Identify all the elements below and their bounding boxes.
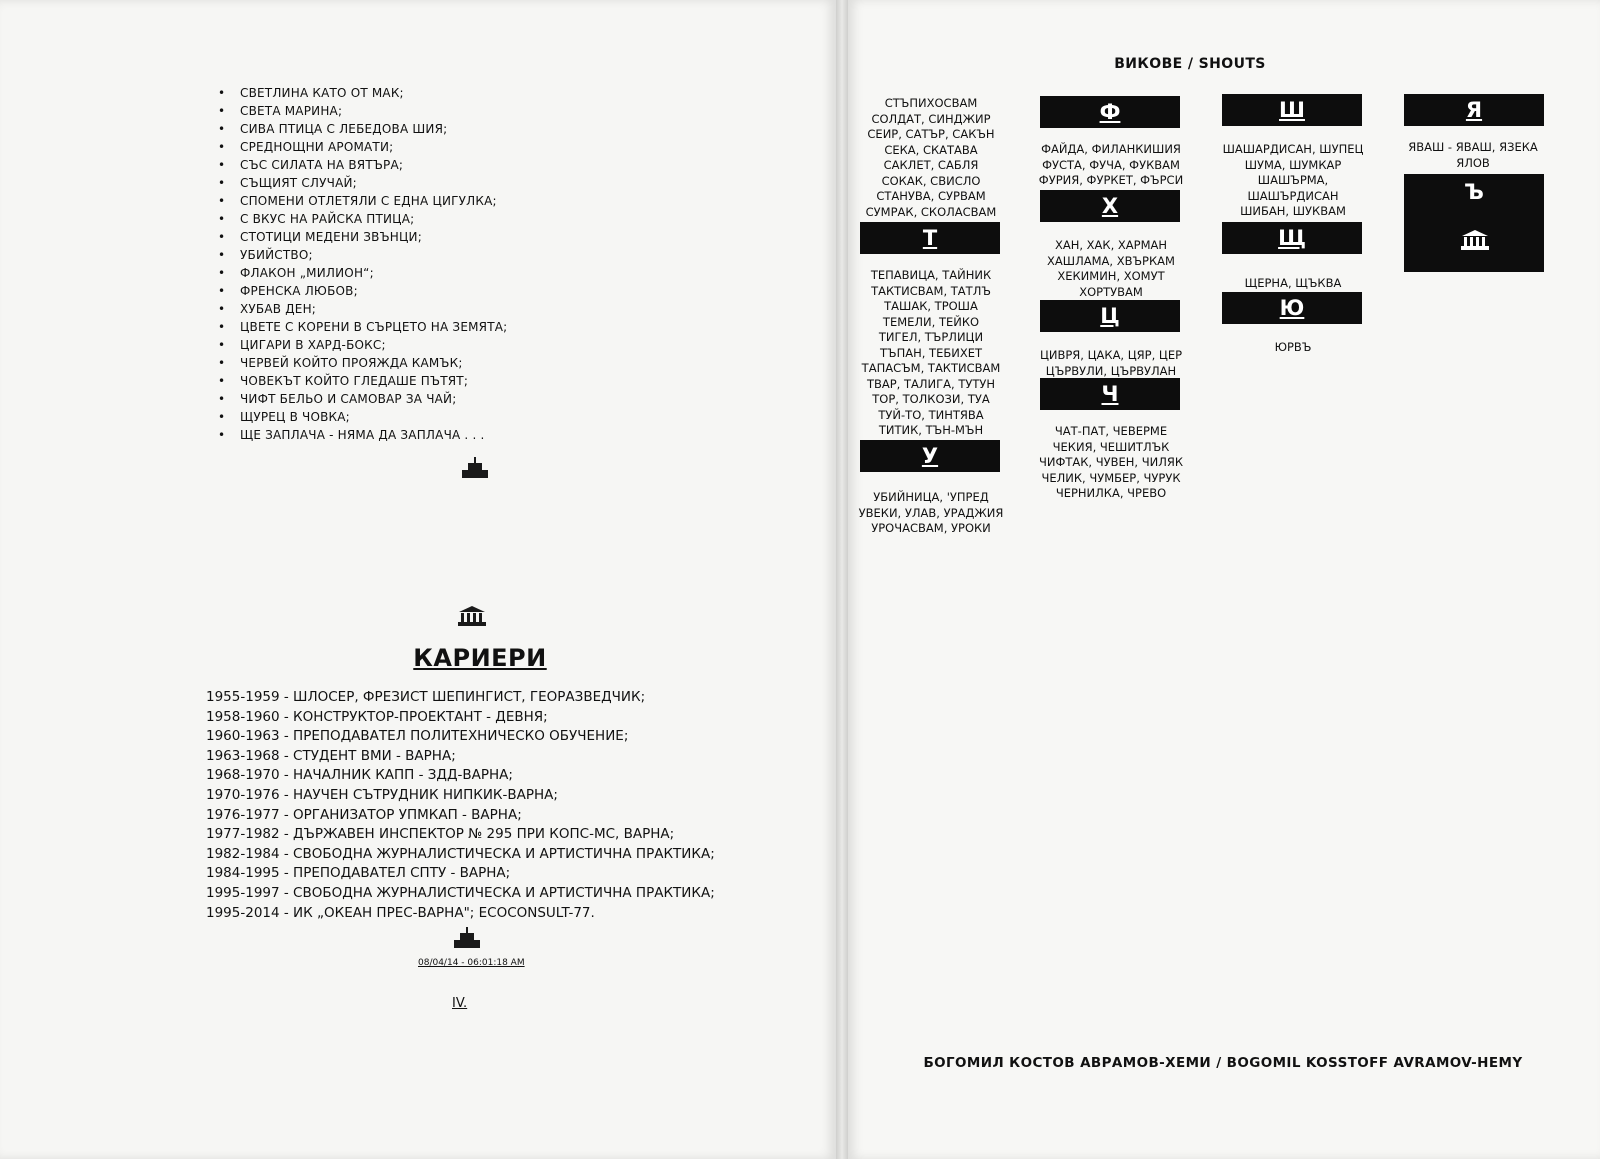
word-line: ФУСТА, ФУЧА, ФУКВАМ [1042, 157, 1180, 172]
word-line: ТУЙ-ТО, ТИНТЯВА [878, 407, 984, 422]
word-line: ХОРТУВАМ [1079, 284, 1143, 299]
word-line: ШАШЪРМА, [1257, 173, 1329, 187]
word-line: СОКАК, СВИСЛО [881, 173, 981, 188]
word-line: ТАШАК, ТРОША [884, 299, 978, 313]
career-entry: 1984-1995 - ПРЕПОДАВАТЕЛ СПТУ - ВАРНА; [206, 865, 511, 882]
word-line: ЧЕКИЯ, ЧЕШИТЛЪК [1052, 439, 1170, 454]
words-t-list [856, 268, 1006, 439]
word-line: ТАКТИСВАМ, ТАТЛЪ [871, 283, 991, 298]
words-s-list [856, 96, 1006, 220]
word-line: ТАПАСЪМ, ТАКТИСВАМ [861, 361, 1001, 375]
words-f-list [1036, 142, 1186, 189]
word-line: ТИГЕЛ, ТЪРЛИЦИ [878, 330, 984, 344]
career-entry: 1955-1959 - ШЛОСЕР, ФРЕЗИСТ ШЕПИНГИСТ, ГЕОРАЗВЕДЧИК; [206, 689, 646, 705]
letter-block-yu: Ю [1222, 292, 1362, 324]
temple-icon [1460, 228, 1490, 252]
title-list-item: • СПОМЕНИ ОТЛЕТЯЛИ С ЕДНА ЦИГУЛКА; [218, 192, 678, 210]
letter-block-ts: Ц [1040, 300, 1180, 332]
words-h-list [1036, 238, 1186, 300]
letter-block-yer [1404, 174, 1544, 272]
word-line: ХАШЛАМА, ХВЪРКАМ [1047, 253, 1175, 268]
career-entry: 1963-1968 - СТУДЕНТ ВМИ - ВАРНА; [206, 747, 456, 764]
title-list-item: • ЩУРЕЦ В ЧОВКА; [218, 408, 678, 426]
word-line: ТВАР, ТАЛИГА, ТУТУН [866, 376, 996, 391]
title-list-item: • ЧЕРВЕЙ КОЙТО ПРОЯЖДА КАМЪК; [218, 354, 678, 372]
word-line: ЮРВЪ [1274, 340, 1312, 354]
career-entry: 1995-2014 - ИК „ОКЕАН ПРЕС-ВАРНА"; ECOCONSULT-77. [206, 904, 595, 921]
word-line: ТЪПАН, ТЕБИХЕТ [879, 345, 983, 360]
title-list-item: • СТОТИЦИ МЕДЕНИ ЗВЪНЦИ; [218, 228, 678, 246]
book-spine [836, 0, 848, 1159]
title-list-item: • ЧОВЕКЪТ КОЙТО ГЛЕДАШЕ ПЪТЯТ; [218, 372, 678, 390]
letter-block-t: Т [860, 222, 1000, 254]
career-entry: 1960-1963 - ПРЕПОДАВАТЕЛ ПОЛИТЕХНИЧЕСКО ОБУЧЕНИЕ; [206, 728, 629, 745]
word-line: ХАН, ХАК, ХАРМАН [1054, 238, 1168, 252]
ship-icon [452, 926, 482, 950]
word-line: СУМРАК, СКОЛАСВАМ [865, 204, 997, 219]
word-line: ФАЙДА, ФИЛАНКИШИЯ [1041, 142, 1181, 156]
words-u-list [856, 490, 1006, 537]
title-list-item: • СИВА ПТИЦА С ЛЕБЕДОВА ШИЯ; [218, 120, 678, 138]
word-line: ТЕМЕЛИ, ТЕЙКО [882, 314, 980, 329]
career-entry: 1977-1982 - ДЪРЖАВЕН ИНСПЕКТОР № 295 ПРИ КОПС-МС, ВАРНА; [206, 826, 675, 843]
word-line: ЯЛОВ [1456, 155, 1490, 170]
words-ts-list [1036, 348, 1186, 379]
title-list-item: • СВЕТА МАРИНА; [218, 102, 678, 120]
title-list-item: • ФЛАКОН „МИЛИОН“; [218, 264, 678, 282]
letter-block-ch: Ч [1040, 378, 1180, 410]
career-entry: 1968-1970 - НАЧАЛНИК КАПП - ЗДД-ВАРНА; [206, 767, 513, 784]
word-line: ЧАТ-ПАТ, ЧЕВЕРМЕ [1054, 424, 1168, 438]
word-line: ШАШАРДИСАН, ШУПЕЦ [1222, 142, 1364, 156]
words-ya-list [1398, 140, 1548, 171]
title-list-item: • СРЕДНОЩНИ АРОМАТИ; [218, 138, 678, 156]
word-line: САКЛЕТ, САБЛЯ [883, 158, 979, 172]
words-sh-list [1218, 142, 1368, 220]
word-line: ФУРИЯ, ФУРКЕТ, ФЪРСИ [1038, 173, 1184, 187]
word-line: СОЛДАТ, СИНДЖИР [871, 111, 991, 126]
title-list-item: • ФРЕНСКА ЛЮБОВ; [218, 282, 678, 300]
word-line: СЕКА, СКАТАВА [884, 142, 978, 157]
word-line: ХЕКИМИН, ХОМУТ [1057, 269, 1165, 283]
yer-letter: Ъ [1464, 180, 1484, 204]
title-list-item: • СВЕТЛИНА КАТО ОТ МАК; [218, 84, 678, 102]
word-line: ШАШЪРДИСАН [1247, 188, 1339, 203]
word-line: ТОР, ТОЛКОЗИ, ТУА [872, 392, 990, 406]
author-line: БОГОМИЛ КОСТОВ АВРАМОВ-ХЕМИ / BOGOMIL KOSSTOFF AVRAMOV-HEMY [923, 1055, 1523, 1071]
word-line: ШИБАН, ШУКВАМ [1240, 204, 1346, 218]
word-line: ЧИФТАК, ЧУВЕН, ЧИЛЯК [1038, 455, 1184, 469]
word-line: ЦИВРЯ, ЦАКА, ЦЯР, ЦЕР [1039, 348, 1183, 362]
title-list-item: • С ВКУС НА РАЙСКА ПТИЦА; [218, 210, 678, 228]
words-sht-list [1218, 276, 1368, 292]
word-line: УРОЧАСВАМ, УРОКИ [871, 521, 991, 535]
career-entry: 1958-1960 - КОНСТРУКТОР-ПРОЕКТАНТ - ДЕВНЯ; [206, 708, 548, 725]
word-line: ЦЪРВУЛИ, ЦЪРВУЛАН [1045, 363, 1177, 378]
title-list-item: • ЩЕ ЗАПЛАЧА - НЯМА ДА ЗАПЛАЧА . . . [218, 426, 678, 444]
word-line: СТЪПИХОСВАМ [884, 96, 978, 110]
word-line: ЧЕЛИК, ЧУМБЕР, ЧУРУК [1041, 470, 1181, 485]
letter-block-sht: Щ [1222, 222, 1362, 254]
career-entry: 1970-1976 - НАУЧЕН СЪТРУДНИК НИПКИК-ВАРНА; [206, 786, 558, 803]
career-entry: 1982-1984 - СВОБОДНА ЖУРНАЛИСТИЧЕСКА И АРТИСТИЧНА ПРАКТИКА; [206, 845, 715, 862]
word-line: СТАНУВА, СУРВАМ [876, 189, 986, 203]
title-list-item: • ЧИФТ БЕЛЬО И САМОВАР ЗА ЧАЙ; [218, 390, 678, 408]
word-line: ЩЕРНА, ЩЪКВА [1244, 276, 1342, 290]
title-list-item: • ХУБАВ ДЕН; [218, 300, 678, 318]
timestamp: 08/04/14 - 06:01:18 AM [418, 958, 525, 968]
career-entry: 1976-1977 - ОРГАНИЗАТОР УПМКАП - ВАРНА; [206, 806, 522, 823]
word-line: ЯВАШ - ЯВАШ, ЯЗЕКА [1408, 140, 1538, 154]
words-ch-list [1036, 424, 1186, 502]
word-line: ЧЕРНИЛКА, ЧРЕВО [1055, 486, 1167, 500]
page-number: IV. [452, 996, 468, 1011]
title-list-item: • СЪС СИЛАТА НА ВЯТЪРА; [218, 156, 678, 174]
careers-heading: КАРИЕРИ [413, 644, 547, 672]
word-line: УБИЙНИЦА, 'УПРЕД [873, 490, 989, 504]
letter-block-ya: Я [1404, 94, 1544, 126]
temple-icon [457, 604, 487, 628]
letter-block-h: Х [1040, 190, 1180, 222]
letter-block-sh: Ш [1222, 94, 1362, 126]
word-line: УВЕКИ, УЛАВ, УРАДЖИЯ [858, 505, 1004, 520]
shouts-title: ВИКОВЕ / SHOUTS [1114, 56, 1266, 72]
title-list-item: • ЦВЕТЕ С КОРЕНИ В СЪРЦЕТО НА ЗЕМЯТА; [218, 318, 678, 336]
title-list-item: • УБИЙСТВО; [218, 246, 678, 264]
word-line: ТЕПАВИЦА, ТАЙНИК [870, 268, 992, 282]
word-line: СЕИР, САТЪР, САКЪН [867, 127, 995, 141]
word-line: ТИТИК, ТЪН-МЪН [878, 423, 984, 437]
letter-block-u: У [860, 440, 1000, 472]
words-yu-list [1218, 340, 1368, 356]
title-list [218, 84, 678, 444]
word-line: ШУМА, ШУМКАР [1244, 157, 1342, 172]
career-entry: 1995-1997 - СВОБОДНА ЖУРНАЛИСТИЧЕСКА И АРТИСТИЧНА ПРАКТИКА; [206, 884, 715, 901]
ship-icon [460, 456, 490, 480]
title-list-item: • СЪЩИЯТ СЛУЧАЙ; [218, 174, 678, 192]
title-list-item: • ЦИГАРИ В ХАРД-БОКС; [218, 336, 678, 354]
careers-list [206, 688, 766, 923]
letter-block-f: Ф [1040, 96, 1180, 128]
